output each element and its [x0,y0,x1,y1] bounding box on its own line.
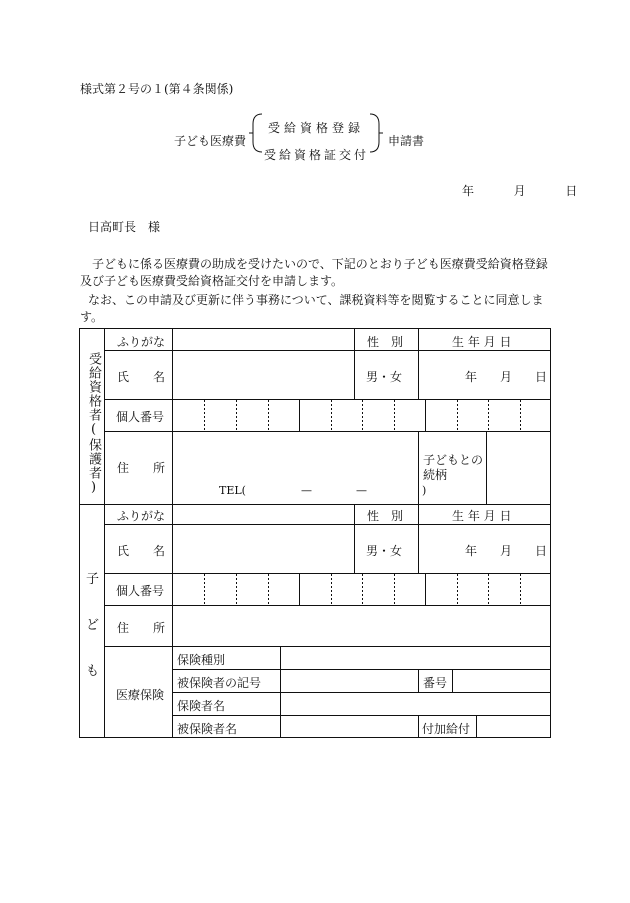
guardian-dob-day: 日 [535,370,548,384]
form-number: 様式第２号の１(第４条関係) [80,82,234,96]
guardian-gender-options[interactable]: 男・女 [366,370,403,384]
guardian-section-label: 受給資格者(保護者) [86,352,101,496]
guardian-name-label: 氏 名 [117,370,166,384]
insured-symbol-label: 被保険者の記号 [177,676,262,690]
child-furigana-label: ふりがな [117,509,166,523]
child-section-label-3: も [86,664,100,679]
guardian-gender-header: 性 別 [367,335,404,349]
guardian-dob-month: 月 [500,370,513,384]
title-option-registration: 受給資格登録 [268,121,365,135]
date-month: 月 [513,184,526,198]
child-gender-header: 性 別 [367,509,404,523]
title-option-certificate: 受給資格証交付 [264,148,370,162]
child-name-label: 氏 名 [117,544,166,558]
guardian-tel: TEL( — — ) [219,484,427,497]
child-dob-day: 日 [535,544,548,558]
insurer-name-label: 保険者名 [177,699,226,713]
statement-text: 子どもに係る医療費の助成を受けたいので、下記のとおり子ども医療費受給資格登録及び子ども医療費受給資格証交付を申請します。 [80,257,548,288]
date-year: 年 [462,184,475,198]
child-dob-month: 月 [500,544,513,558]
guardian-dob-year: 年 [465,370,478,384]
addressee: 日高町長 様 [88,220,161,234]
guardian-furigana-label: ふりがな [117,335,166,349]
guardian-dob-header: 生 年 月 日 [452,335,512,349]
title-suffix: 申請書 [388,134,425,148]
title-prefix: 子ども医療費 [174,134,247,148]
child-gender-options[interactable]: 男・女 [366,544,403,558]
guardian-personal-number-label: 個人番号 [116,410,165,424]
consent-text: なお、この申請及び更新に伴う事務について、課税資料等を閲覧することに同意します。 [80,293,544,324]
additional-benefit-label: 付加給付 [422,722,471,736]
child-insurance-label: 医療保険 [116,688,165,702]
child-dob-year: 年 [465,544,478,558]
insurance-number-label: 番号 [423,676,448,690]
child-section-label-2: ど [86,618,100,633]
guardian-address-label: 住 所 [117,461,166,475]
guardian-relation-label: 子どもとの続柄 [423,453,484,482]
insured-name-label: 被保険者名 [177,722,238,736]
child-section-label-1: 子 [86,572,100,587]
child-address-label: 住 所 [117,621,166,635]
child-dob-header: 生 年 月 日 [452,509,512,523]
date-day: 日 [565,184,578,198]
insurance-type-label: 保険種別 [177,653,226,667]
child-personal-number-label: 個人番号 [116,584,165,598]
